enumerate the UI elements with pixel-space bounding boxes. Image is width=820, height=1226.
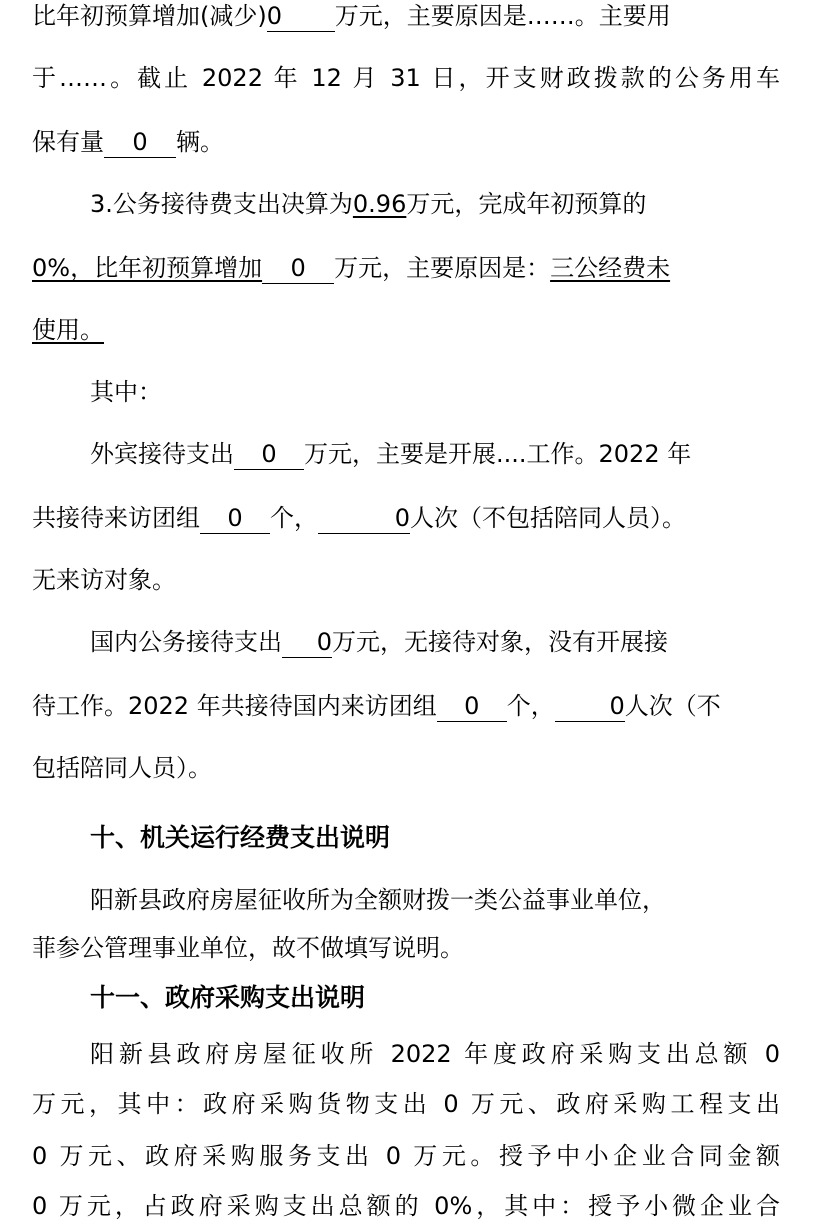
text-segment: 0%，比年初预算增加: [32, 254, 263, 282]
underlined-reason: 三公经费未: [550, 254, 671, 282]
text-segment: 万元，无接待对象，没有开展接: [332, 628, 668, 656]
text-segment: 辆。: [176, 128, 224, 156]
text-segment: 个，: [506, 692, 555, 720]
text-segment: 3.公务接待费支出决算为: [90, 190, 353, 218]
paragraph-line: 0 万元，占政府采购支出总额的 0%，其中：授予小微企业合: [32, 1192, 780, 1220]
text-segment: 人次（不: [624, 692, 721, 720]
section-heading: 十、机关运行经费支出说明: [90, 823, 391, 852]
paragraph-line: 菲参公管理事业单位，故不做填写说明。: [32, 934, 464, 962]
underlined-value: 0: [267, 1, 335, 32]
underlined-reason: 使用。: [32, 316, 104, 344]
underlined-value: 0: [437, 691, 507, 722]
text-segment: 个，: [270, 504, 318, 532]
section-heading: 十一、政府采购支出说明: [90, 983, 366, 1012]
text-segment: 国内公务接待支出: [90, 628, 282, 656]
paragraph-line: [32, 686, 780, 726]
underlined-value: 0: [262, 253, 334, 284]
paragraph-line: 于……。截止 2022 年 12 月 31 日，开支财政拨款的公务用车: [32, 64, 780, 92]
paragraph-line: [32, 122, 780, 162]
underlined-value: 0: [318, 503, 410, 534]
underlined-value: 0.96: [352, 190, 407, 218]
text-segment: 保有量: [32, 128, 104, 156]
text-segment: 待工作。2022 年共接待国内来访团组: [32, 692, 437, 720]
paragraph-line: [32, 498, 780, 538]
paragraph-line: 无来访对象。: [32, 566, 176, 594]
paragraph-line: [90, 184, 780, 224]
text-segment: 人次（不包括陪同人员）。: [410, 504, 686, 532]
paragraph-line: 其中：: [90, 378, 162, 406]
text-segment: 万元，主要原因是：: [334, 254, 551, 282]
paragraph-line: 0 万元、政府采购服务支出 0 万元。授予中小企业合同金额: [32, 1142, 780, 1170]
text-segment: 万元，主要是开展....工作。2022 年: [304, 440, 692, 468]
text-segment: 比年初预算增加(减少): [32, 2, 267, 30]
paragraph-line: 阳新县政府房屋征收所为全额财拨一类公益事业单位，: [90, 886, 666, 914]
paragraph-line: 万元，其中：政府采购货物支出 0 万元、政府采购工程支出: [32, 1090, 780, 1118]
underlined-value: 0: [104, 127, 176, 158]
paragraph-line: 包括陪同人员）。: [32, 754, 212, 782]
paragraph-line: 阳新县政府房屋征收所 2022 年度政府采购支出总额 0: [90, 1040, 780, 1068]
paragraph-line: [90, 622, 780, 662]
text-segment: 外宾接待支出: [90, 440, 234, 468]
underlined-value: 0: [234, 439, 304, 470]
text-segment: 万元，完成年初预算的: [406, 190, 647, 218]
underlined-value: 0: [282, 627, 332, 658]
underlined-value: 0: [555, 691, 625, 722]
paragraph-line: [32, 310, 780, 350]
paragraph-line: [32, 248, 780, 288]
underlined-value: 0: [200, 503, 270, 534]
paragraph-line: [32, 0, 780, 36]
text-segment: 万元，主要原因是……。主要用: [334, 2, 671, 30]
text-segment: 共接待来访团组: [32, 504, 200, 532]
paragraph-line: [90, 434, 780, 474]
